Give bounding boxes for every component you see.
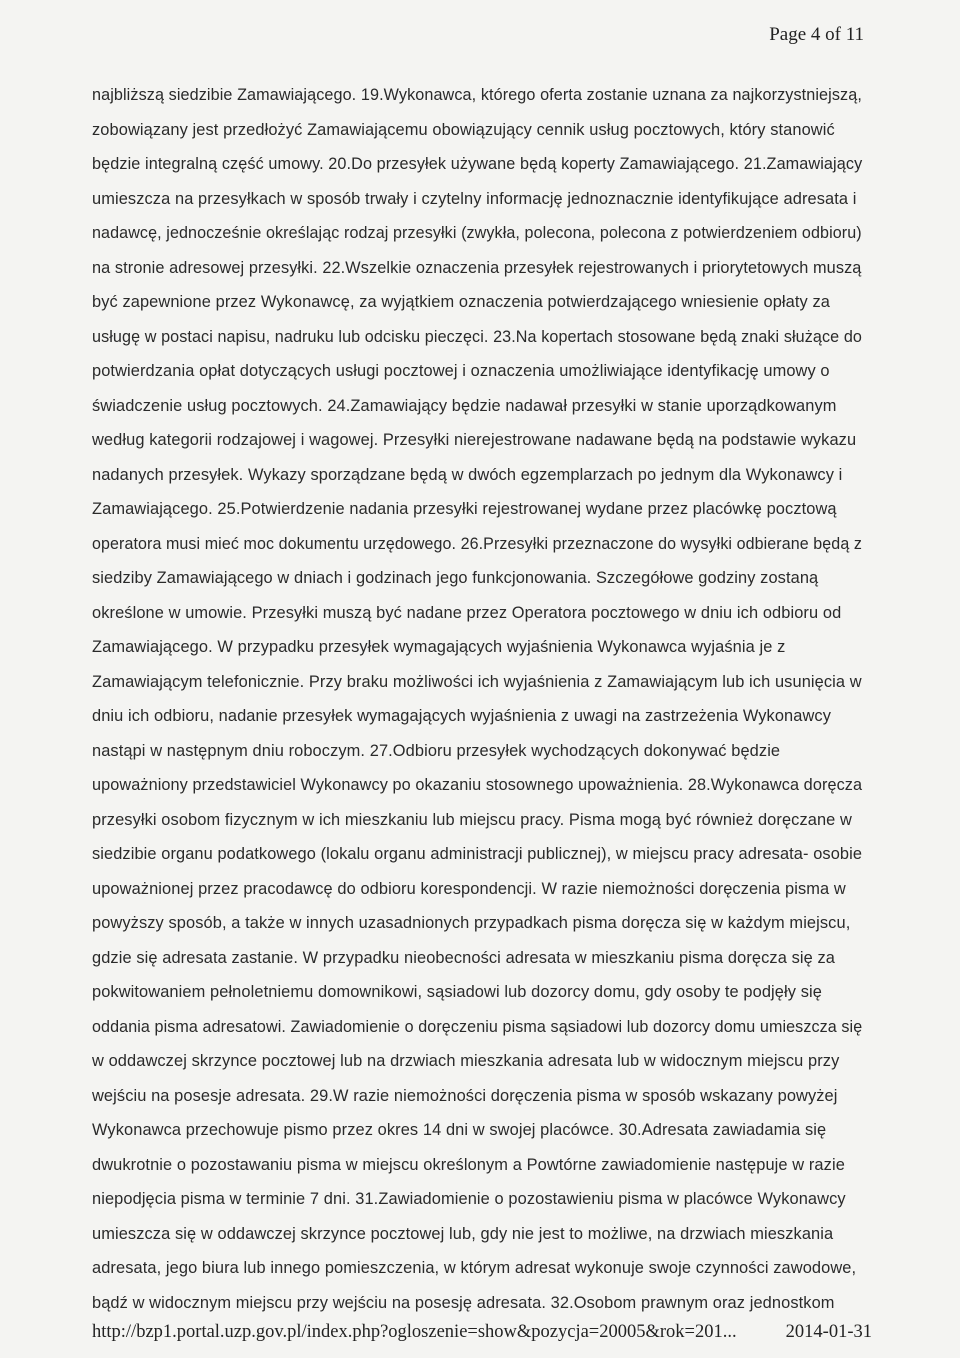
text-line: gdzie się adresata zastanie. W przypadku nieobecności adresata w mieszkaniu pisma doręcza się za	[92, 948, 836, 967]
text-line: być zapewnione przez Wykonawcę, za wyjątkiem oznaczenia potwierdzającego wniesienie opłaty za	[92, 293, 831, 311]
text-line: umieszcza na przesyłkach w sposób trwały i czytelny informację jednoznacznie identyfikujące adresata i	[92, 189, 857, 208]
text-line: dwukrotnie o pozostawaniu pisma w miejscu określonym a Powtórne zawiadomienie następuje w razie	[92, 1155, 845, 1174]
text-line: zobowiązany jest przedłożyć Zamawiającemu obowiązujący cennik usług pocztowych, który stanowić	[92, 120, 835, 139]
text-line: najbliższą siedzibie Zamawiającego. 19.Wykonawca, którego oferta zostanie uznana za najkorzystniejszą,	[92, 86, 862, 104]
text-line: Wykonawca przechowuje pismo przez okres 14 dni w swojej placówce. 30.Adresata zawiadamia się	[92, 1121, 827, 1139]
text-line: Zamawiającym telefonicznie. Przy braku możliwości ich wyjaśnienia z Zamawiającym lub ich usunięcia w	[92, 672, 862, 691]
text-line: upoważniony przedstawiciel Wykonawcy po okazaniu stosownego upoważnienia. 28.Wykonawca doręcza	[92, 776, 863, 794]
text-line: bądź w widocznym miejscu przy wejściu na posesję adresata. 32.Osobom prawnym oraz jednostkom	[92, 1293, 835, 1312]
text-line: świadczenie usług pocztowych. 24.Zamawiający będzie nadawał przesyłki w stanie uporządkowanym	[92, 396, 837, 415]
text-line: siedziby Zamawiającego w dniach i godzinach jego funkcjonowania. Szczegółowe godziny zostaną	[92, 569, 819, 587]
text-line: umieszcza się w oddawczej skrzynce pocztowej lub, gdy nie jest to możliwe, na drzwiach mieszkania	[92, 1224, 834, 1243]
text-line: Zamawiającego. W przypadku przesyłek wymagających wyjaśnienia Wykonawca wyjaśnia je z	[92, 638, 786, 656]
text-line: operatora musi mieć moc dokumentu urzędowego. 26.Przesyłki przeznaczone do wysyłki odbierane będą z	[92, 534, 862, 553]
text-line: dniu ich odbioru, nadanie przesyłek wymagających wyjaśnienia z uwagi na zastrzeżenia Wykonawcy	[92, 707, 832, 725]
text-line: wejściu na posesje adresata. 29.W razie niemożności doręczenia pisma w sposób wskazany powyżej	[92, 1086, 838, 1105]
text-line: na stronie adresowej przesyłki. 22.Wszelkie oznaczenia przesyłek rejestrowanych i priorytetowych muszą	[92, 258, 862, 277]
text-line: nadawcę, jednocześnie określając rodzaj przesyłki (zwykła, polecona, polecona z potwierdzeniem odbioru)	[92, 224, 862, 242]
text-line: siedzibie organu podatkowego (lokalu organu administracji publicznej), w miejscu pracy adresata- osobie	[92, 845, 863, 863]
text-line: będzie integralną część umowy. 20.Do przesyłek używane będą koperty Zamawiającego. 21.Zamawiający	[92, 155, 863, 173]
text-line: potwierdzania opłat dotyczących usługi pocztowej i oznaczenia umożliwiające identyfikację umowy o	[92, 362, 830, 380]
text-line: usługę w postaci napisu, nadruku lub odcisku pieczęci. 23.Na kopertach stosowane będą znaki służące do	[92, 327, 862, 346]
text-line: nadanych przesyłek. Wykazy sporządzane będą w dwóch egzemplarzach po jednym dla Wykonawcy i	[92, 465, 843, 484]
footer-date: 2014-01-31	[785, 1322, 872, 1342]
document-body	[92, 78, 862, 1320]
text-line: powyższy sposób, a także w innych uzasadnionych przypadkach pisma doręcza się w każdym miejscu,	[92, 914, 851, 932]
text-line: nastąpi w następnym dniu roboczym. 27.Odbioru przesyłek wychodzących dokonywać będzie	[92, 741, 781, 760]
text-line: przesyłki osobom fizycznym w ich mieszkaniu lub miejscu pracy. Pisma mogą być również doręczane w	[92, 810, 852, 829]
text-line: według kategorii rodzajowej i wagowej. Przesyłki nierejestrowane nadawane będą na podstawie wykazu	[92, 431, 857, 449]
text-line: pokwitowaniem pełnoletniemu domownikowi, sąsiadowi lub dozorcy domu, gdy osoby te podjęły się	[92, 983, 822, 1001]
footer-url: http://bzp1.portal.uzp.gov.pl/index.php?ogloszenie=show&pozycja=20005&rok=201...	[92, 1322, 737, 1342]
text-line: określone w umowie. Przesyłki muszą być nadane przez Operatora pocztowego w dniu ich odbioru od	[92, 603, 842, 622]
text-line: niepodjęcia pisma w terminie 7 dni. 31.Zawiadomienie o pozostawieniu pisma w placówce Wykonawcy	[92, 1190, 846, 1208]
text-line: Zamawiającego. 25.Potwierdzenie nadania przesyłki rejestrowanej wydane przez placówkę pocztową	[92, 500, 837, 518]
text-line: oddania pisma adresatowi. Zawiadomienie o doręczeniu pisma sąsiadowi lub dozorcy domu umieszcza się	[92, 1017, 863, 1036]
text-line: w oddawczej skrzynce pocztowej lub na drzwiach mieszkania adresata lub w widocznym miejscu przy	[92, 1052, 840, 1070]
text-line: adresata, jego biura lub innego pomieszczenia, w którym adresat wykonuje swoje czynności zawodowe,	[92, 1259, 857, 1277]
page-number: Page 4 of 11	[769, 24, 864, 45]
text-line: upoważnionej przez pracodawcę do odbioru korespondencji. W razie niemożności doręczenia pisma w	[92, 879, 846, 898]
